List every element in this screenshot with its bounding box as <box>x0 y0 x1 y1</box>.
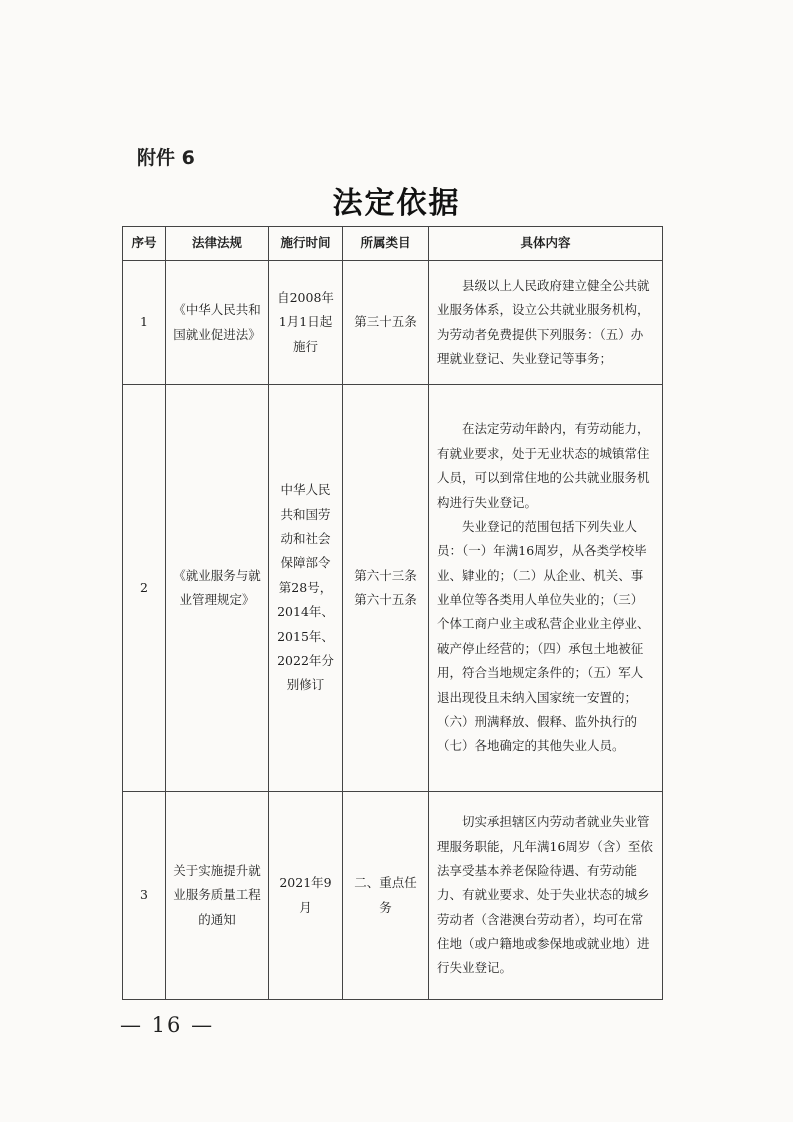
row-number: 2 <box>123 385 166 792</box>
row-effective-date: 中华人民共和国劳动和社会保障部令第28号，2014年、2015年、2022年分别修订 <box>269 385 343 792</box>
table-row <box>123 792 663 1000</box>
row-category: 第六十三条第六十五条 <box>343 385 429 792</box>
row-law: 《中华人民共和国就业促进法》 <box>166 261 269 385</box>
table-row <box>123 385 663 792</box>
row-law: 《就业服务与就业管理规定》 <box>166 385 269 792</box>
row-effective-date: 自2008年1月1日起施行 <box>269 261 343 385</box>
page-number: — 16 — <box>120 1013 215 1037</box>
row-content <box>429 261 663 385</box>
row-category: 第三十五条 <box>343 261 429 385</box>
row-number: 3 <box>123 792 166 1000</box>
table-header-row <box>123 227 663 261</box>
row-content <box>429 385 663 792</box>
attachment-label: 附件 6 <box>137 147 195 169</box>
row-category: 二、重点任务 <box>343 792 429 1000</box>
row-law: 关于实施提升就业服务质量工程的通知 <box>166 792 269 1000</box>
row-content <box>429 792 663 1000</box>
row-effective-date: 2021年9月 <box>269 792 343 1000</box>
content-paragraph: 失业登记的范围包括下列失业人员：（一）年满16周岁，从各类学校毕业、肄业的；（二）从企业、机关、事业单位等各类用人单位失业的；（三）个体工商户业主或私营企业业主停业、破产停止经营的；（四）承包土地被征用，符合当地规定条件的；（五）军人退出现役且未纳入国家统一安置的；（六）刑满释放、假释、监外执行的（七）各地确定的其他失业人员。 <box>437 518 650 754</box>
header-effective-date: 施行时间 <box>269 227 343 261</box>
legal-basis-table <box>122 226 663 1000</box>
content-paragraph: 县级以上人民政府建立健全公共就业服务体系，设立公共就业服务机构，为劳动者免费提供下列服务：（五）办理就业登记、失业登记等事务； <box>437 277 650 366</box>
row-number: 1 <box>123 261 166 385</box>
document-title: 法定依据 <box>332 186 461 221</box>
header-category: 所属类目 <box>343 227 429 261</box>
header-content: 具体内容 <box>429 227 663 261</box>
content-paragraph: 切实承担辖区内劳动者就业失业管理服务职能，凡年满16周岁（含）至依法享受基本养老保险待遇、有劳动能力、有就业要求、处于失业状态的城乡劳动者（含港澳台劳动者），均可在常住地（或户籍地或参保地或就业地）进行失业登记。 <box>437 814 653 976</box>
content-paragraph: 在法定劳动年龄内，有劳动能力，有就业要求，处于无业状态的城镇常住人员，可以到常住地的公共就业服务机构进行失业登记。 <box>437 421 650 510</box>
header-law: 法律法规 <box>166 227 269 261</box>
header-number: 序号 <box>123 227 166 261</box>
table-row <box>123 261 663 385</box>
